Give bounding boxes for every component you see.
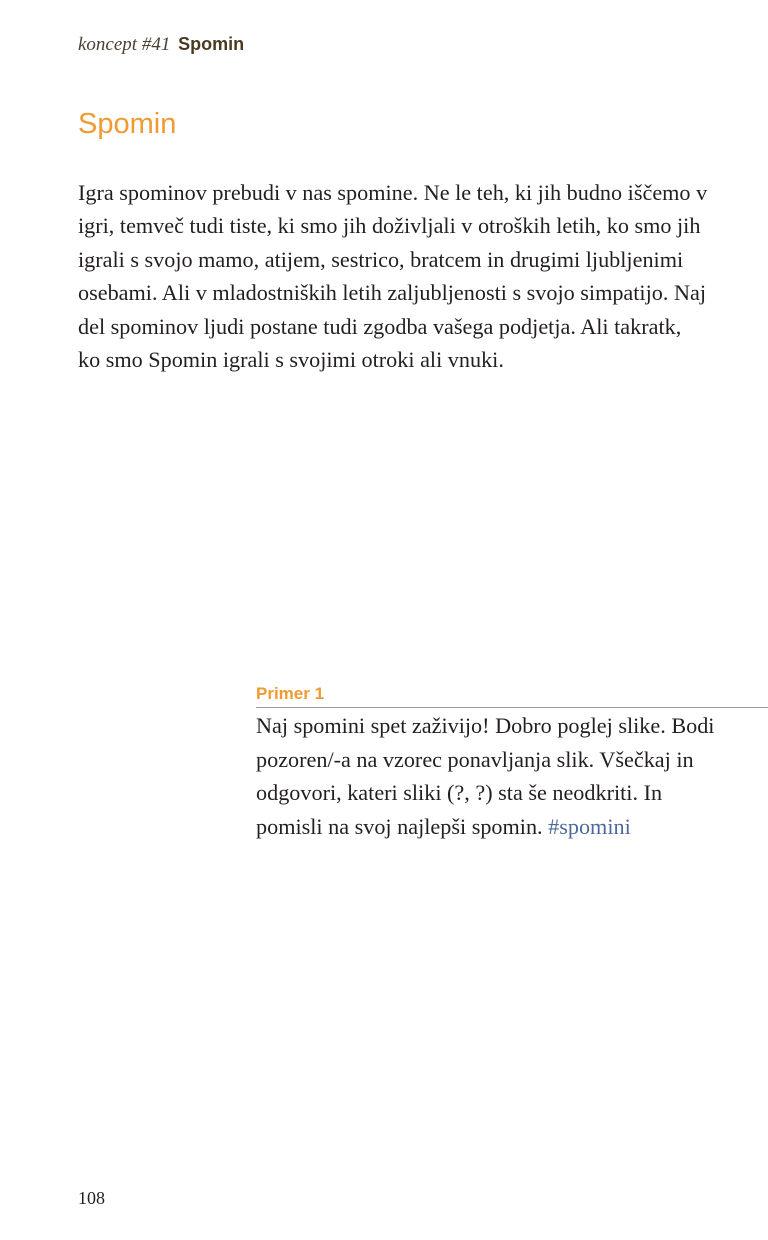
example-label: Primer 1	[256, 684, 325, 703]
page-number: 108	[78, 1188, 105, 1208]
intro-paragraph: Igra spominov prebudi v nas spomine. Ne le teh, ki jih budno iščemo v igri, temveč tudi tiste, ki smo jih doživljali v otroških letih, ko smo jih igrali s svojo mamo, atijem, sestrico, bratcem in drugimi ljubljenimi osebami. Ali v mladostniških letih zaljubljenosti s svojo simpatijo. Naj del spominov ljudi postane tudi zgodba vašega podjetja. Ali takratk, ko smo Spomin igrali s svojimi otroki ali vnuki.	[78, 180, 708, 373]
example-divider	[256, 707, 768, 708]
chapter-title: Spomin	[78, 108, 177, 140]
running-head-title: Spomin	[178, 34, 245, 54]
running-head-concept: koncept #41	[78, 34, 171, 55]
example-text: Naj spomini spet zaživijo! Dobro poglej slike. Bodi pozoren/-a na vzorec ponavljanja slik. Všečkaj in odgovori, kateri sliki (?, ?) sta še neodkriti. In pomisli na svoj najlepši spomin.	[256, 713, 715, 839]
example-text-block	[256, 709, 716, 843]
running-head	[78, 32, 244, 57]
hashtag-link[interactable]: #spomini	[548, 813, 631, 839]
